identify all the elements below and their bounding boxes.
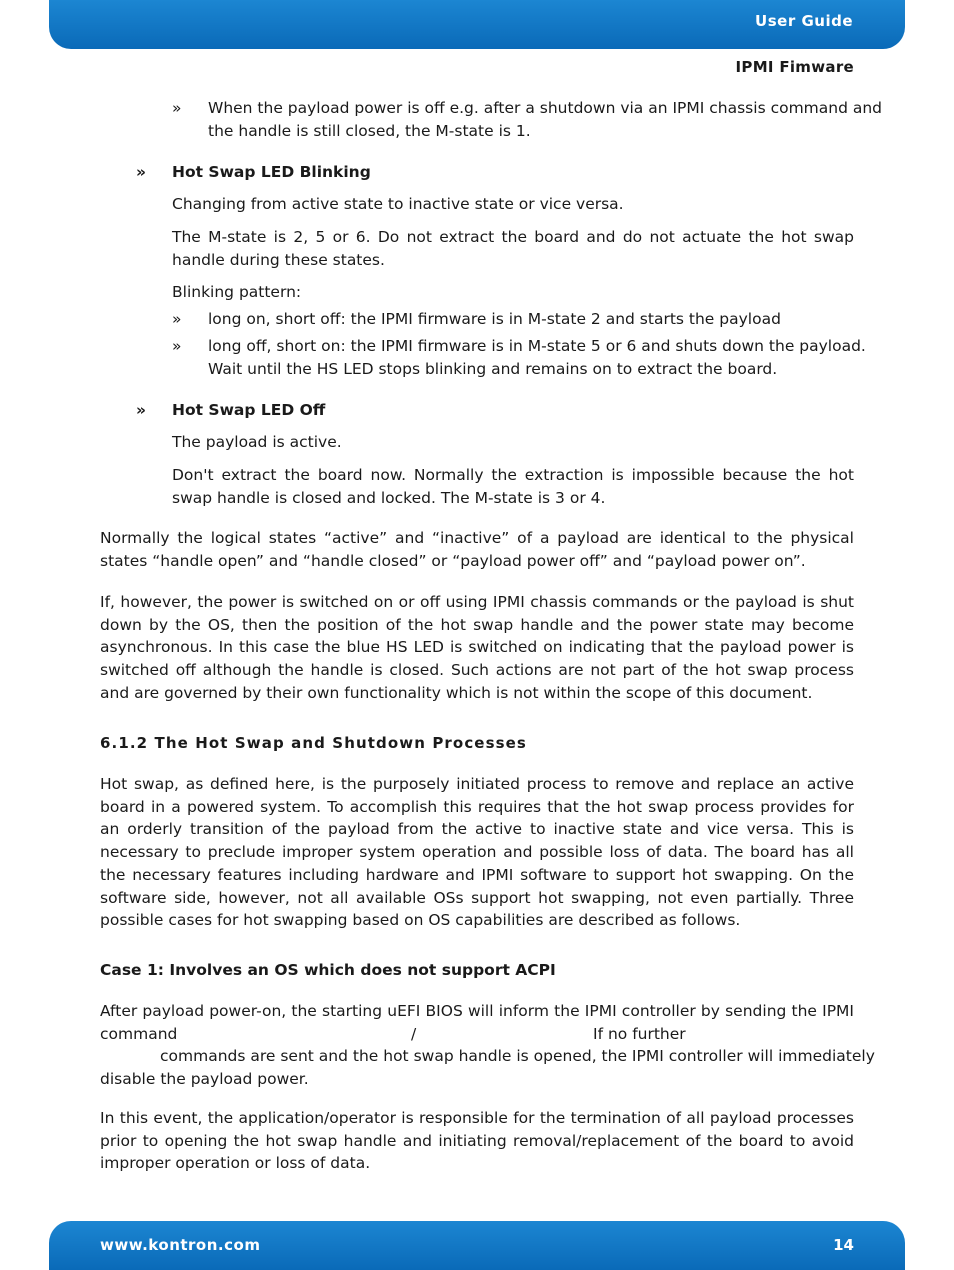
document-title: User Guide (755, 12, 853, 30)
bullet-text: When the payload power is off e.g. after a shutdown via an IPMI chassis command and (208, 99, 883, 117)
paragraph-line: commands are sent and the hot swap handle is opened, the IPMI controller will immediately (160, 1047, 875, 1065)
paragraph: Changing from active state to inactive state or vice versa. (172, 195, 624, 213)
paragraph-line: command (100, 1025, 178, 1043)
case-heading: Case 1: Involves an OS which does not support ACPI (100, 961, 556, 979)
section-label: IPMI Fimware (735, 58, 854, 76)
footer-bar (49, 1221, 905, 1270)
paragraph-line: If no further (593, 1025, 686, 1043)
bullet-marker: » (136, 401, 147, 419)
bullet-marker: » (172, 310, 182, 328)
bullet-text: long off, short on: the IPMI firmware is in M-state 5 or 6 and shuts down the payload. (208, 337, 866, 355)
bullet-marker: » (172, 99, 182, 117)
paragraph: The payload is active. (172, 433, 342, 451)
paragraph: In this event, the application/operator is responsible for the termination of all payload processes prior to opening the hot swap handle and initiating removal/replacement of the board to avoid improper operation or loss of data. (100, 1109, 854, 1173)
subheading-off: Hot Swap LED Off (172, 401, 326, 419)
paragraph: Blinking pattern: (172, 283, 302, 301)
page-number: 14 (833, 1236, 854, 1254)
subheading-blinking: Hot Swap LED Blinking (172, 163, 371, 181)
paragraph: Don't extract the board now. Normally the extraction is impossible because the hot swap handle is closed and locked. The M-state is 3 or 4. (172, 466, 854, 507)
header-bar (49, 0, 905, 49)
paragraph-line: / (411, 1025, 417, 1043)
footer-url[interactable]: www.kontron.com (100, 1236, 261, 1254)
bullet-text: the handle is still closed, the M-state is 1. (208, 122, 531, 140)
bullet-marker: » (136, 163, 147, 181)
bullet-text: long on, short off: the IPMI firmware is in M-state 2 and starts the payload (208, 310, 781, 328)
paragraph-line: disable the payload power. (100, 1070, 309, 1088)
paragraph: If, however, the power is switched on or off using IPMI chassis commands or the payload is shut down by the OS, then the position of the hot swap handle and the power state may become asynchronous. In this case the blue HS LED is switched on indicating that the payload power is switched off although the handle is closed. Such actions are not part of the hot swap process and are governed by their own functionality which is not within the scope of this document. (100, 593, 854, 702)
paragraph: Normally the logical states “active” and “inactive” of a payload are identical to the physical states “handle open” and “handle closed” or “payload power off” and “payload power on”. (100, 529, 854, 570)
paragraph-line: After payload power-on, the starting uEFI BIOS will inform the IPMI controller by sending the IPMI (100, 1002, 854, 1020)
bullet-text: Wait until the HS LED stops blinking and remains on to extract the board. (208, 360, 778, 378)
paragraph: Hot swap, as defined here, is the purposely initiated process to remove and replace an active board in a powered system. To accomplish this requires that the hot swap process provides for an orderly transition of the payload from the active to inactive state and vice versa. This is necessary to preclude improper system operation and possible loss of data. The board has all the necessary features including hardware and IPMI software to support hot swapping. On the software side, however, not all available OSs support hot swapping, not even partially. Three possible cases for hot swapping based on OS capabilities are described as follows. (100, 775, 854, 930)
paragraph: The M-state is 2, 5 or 6. Do not extract the board and do not actuate the hot swap handle during these states. (172, 228, 854, 269)
section-heading: 6.1.2 The Hot Swap and Shutdown Processes (100, 734, 527, 752)
bullet-marker: » (172, 337, 182, 355)
